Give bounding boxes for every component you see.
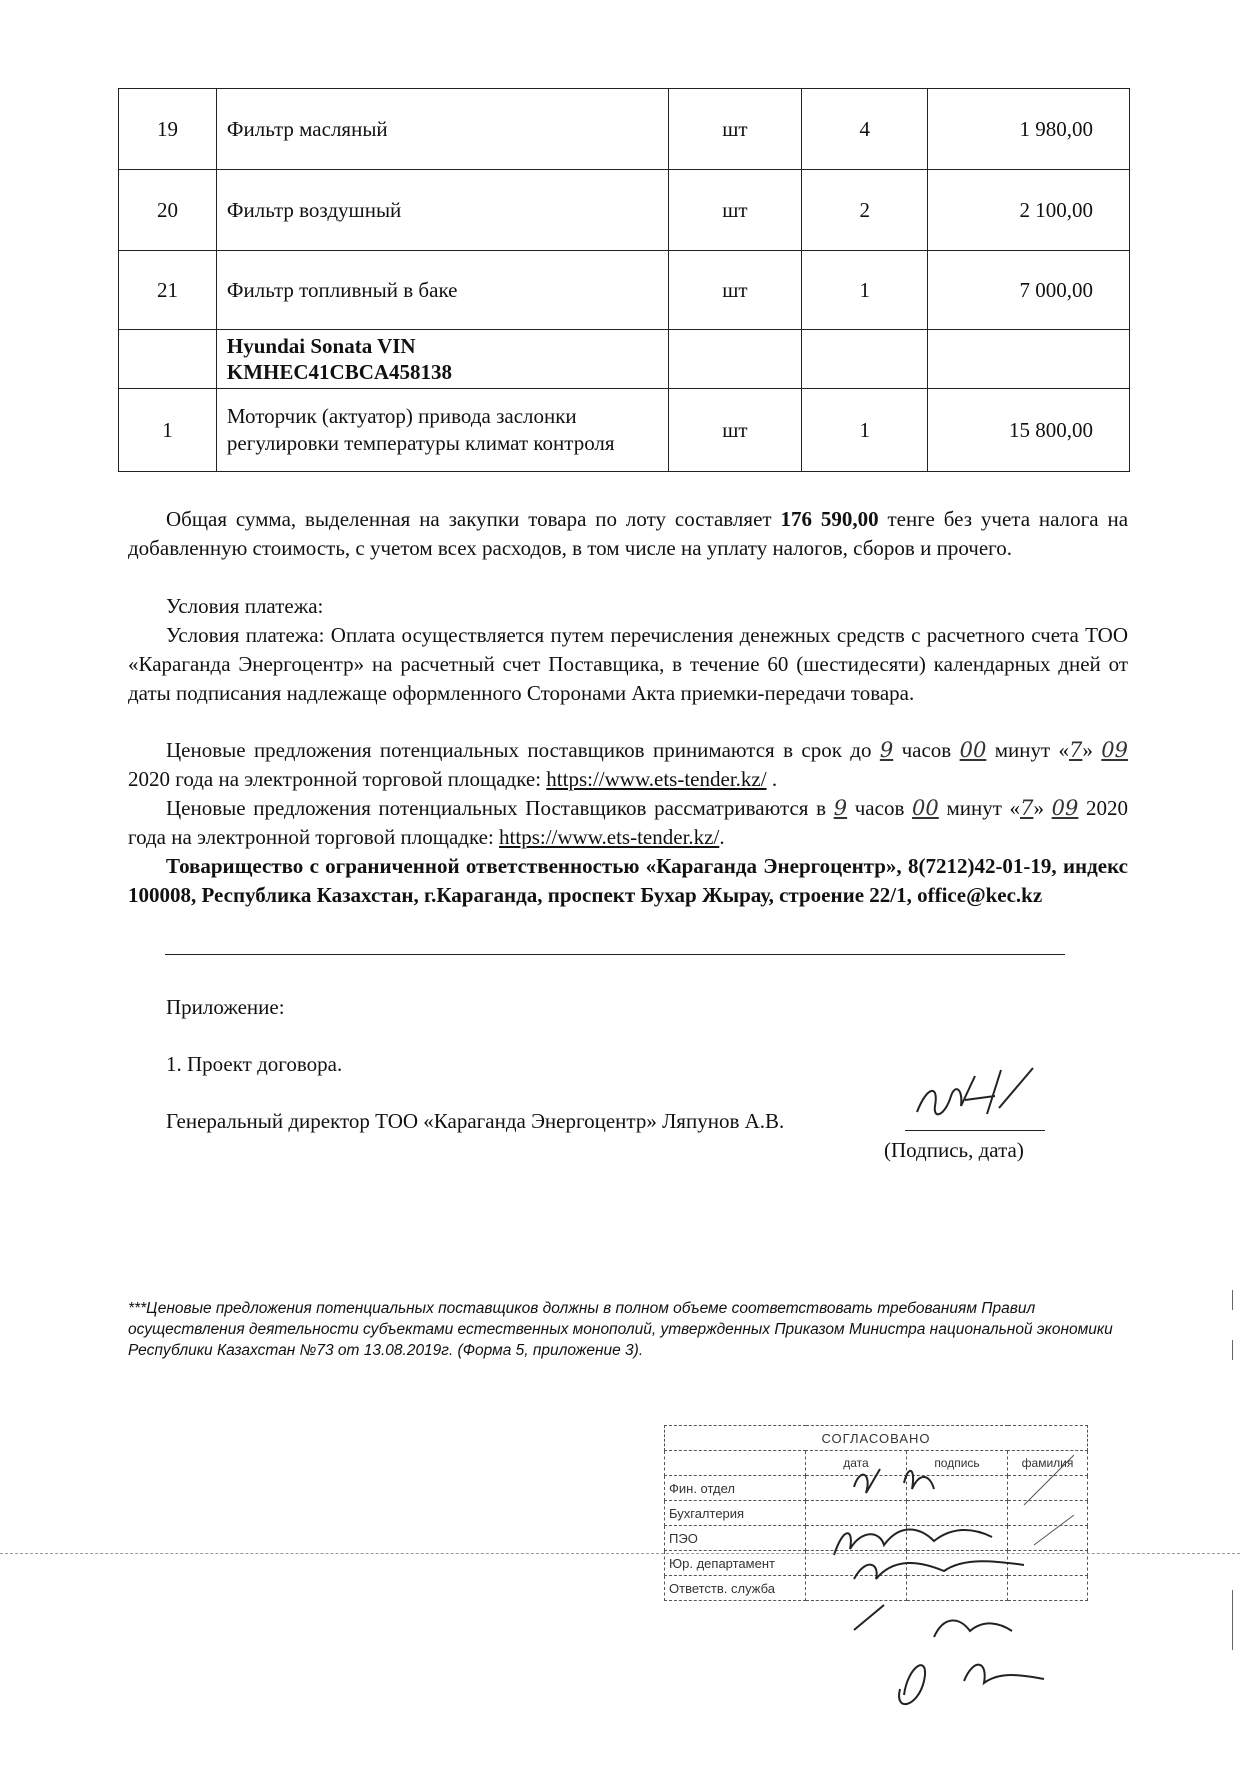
edge-mark xyxy=(1232,1290,1233,1310)
signature-caption: (Подпись, дата) xyxy=(884,1138,1024,1162)
empty-cell xyxy=(928,330,1130,389)
item-price: 7 000,00 xyxy=(928,251,1130,330)
acceptance-year-text: 2020 года на электронной торговой площадке: xyxy=(128,767,542,791)
total-paragraph xyxy=(128,505,1128,563)
review-minutes: 00 xyxy=(912,796,939,820)
item-quantity: 1 xyxy=(802,389,928,472)
director-line: Генеральный директор ТОО «Караганда Энергоцентр» Ляпунов А.В. xyxy=(166,1109,785,1133)
item-price: 2 100,00 xyxy=(928,170,1130,251)
table-row xyxy=(119,389,1130,472)
approval-dept: Бухгалтерия xyxy=(665,1501,806,1526)
item-quantity: 1 xyxy=(802,251,928,330)
vehicle-model: Hyundai Sonata VIN xyxy=(226,334,416,358)
review-month: 09 xyxy=(1051,796,1079,820)
approval-col-date: дата xyxy=(806,1451,907,1476)
edge-mark xyxy=(1232,1340,1233,1360)
edge-mark xyxy=(1232,1590,1233,1650)
review-link[interactable]: https://www.ets-tender.kz/ xyxy=(499,825,720,849)
appendix-item: 1. Проект договора. xyxy=(166,1052,343,1076)
approval-title: СОГЛАСОВАНО xyxy=(665,1426,1088,1451)
empty-cell xyxy=(668,330,802,389)
review-day: 7 xyxy=(1020,796,1034,820)
row-number: 20 xyxy=(119,170,217,251)
table-row xyxy=(119,170,1130,251)
vehicle-vin-number: KMHEC41CBCA458138 xyxy=(226,360,453,384)
approval-dept: Юр. департамент xyxy=(665,1551,806,1576)
approval-col-sign: подпись xyxy=(907,1451,1008,1476)
item-unit: шт xyxy=(668,170,802,251)
vehicle-header-row xyxy=(119,330,1130,389)
review-paragraph: Ценовые предложения потенциальных Поставщиков рассматриваются в 9 часов 00 минут «7» 09 2020 года на электронной торговой площадке: https://www.ets-tender.kz/. xyxy=(128,796,1129,849)
acceptance-text: Ценовые предложения потенциальных поставщиков принимаются в срок до xyxy=(166,738,872,762)
row-number: 19 xyxy=(119,89,217,170)
footnote: ***Ценовые предложения потенциальных поставщиков должны в полном объеме соответствовать требованиям Правил осуществления деятельности субъектами естественных монополий, утвержденных Приказом Министра национальной экономики Республики Казахстан №73 от 13.08.2019г. (Форма 5, приложение 3). xyxy=(128,1300,1113,1359)
acceptance-hours-label: часов xyxy=(901,738,952,762)
item-unit: шт xyxy=(668,251,802,330)
approval-dept: Ответств. служба xyxy=(665,1576,806,1601)
empty-cell xyxy=(802,330,928,389)
table-row xyxy=(119,89,1130,170)
acceptance-minutes: 00 xyxy=(959,738,987,762)
acceptance-link[interactable]: https://www.ets-tender.kz/ xyxy=(546,767,767,791)
review-text: Ценовые предложения потенциальных Поставщиков рассматриваются в xyxy=(166,796,827,820)
item-name: Фильтр топливный в баке xyxy=(216,251,668,330)
payment-heading: Условия платежа: xyxy=(166,594,324,618)
acceptance-month: 09 xyxy=(1101,738,1129,762)
empty-cell xyxy=(119,330,217,389)
item-price: 1 980,00 xyxy=(928,89,1130,170)
review-hours-label: часов xyxy=(854,796,905,820)
table-row xyxy=(119,251,1130,330)
total-text: Общая сумма, выделенная на закупки товара по лоту составляет xyxy=(166,507,772,531)
approval-signatures-icon xyxy=(604,1445,1074,1765)
underline-divider xyxy=(165,954,1065,955)
items-table xyxy=(118,88,1130,472)
item-unit: шт xyxy=(668,89,802,170)
review-year-text: 2020 года на электронной торговой площадке: xyxy=(128,796,1129,849)
item-name: Моторчик (актуатор) привода заслонки регулировки температуры климат контроля xyxy=(216,389,668,472)
acceptance-quote: » xyxy=(1082,738,1093,762)
review-hour: 9 xyxy=(833,796,848,820)
acceptance-minutes-label: минут « xyxy=(994,738,1070,762)
appendix-heading: Приложение: xyxy=(166,995,285,1019)
approval-col-name: фамилия xyxy=(1008,1451,1088,1476)
company-details: Товарищество с ограниченной ответственностью «Караганда Энергоцентр», 8(7212)42-01-19, индекс 100008, Республика Казахстан, г.Караганда, проспект Бухар Жырау, строение 22/1, office@kec.kz xyxy=(128,854,1128,907)
approval-dept: Фин. отдел xyxy=(665,1476,806,1501)
item-quantity: 2 xyxy=(802,170,928,251)
item-name: Фильтр масляный xyxy=(216,89,668,170)
row-number: 1 xyxy=(119,389,217,472)
director-signature-icon xyxy=(905,1066,1045,1130)
review-quote: » xyxy=(1033,796,1044,820)
row-number: 21 xyxy=(119,251,217,330)
acceptance-paragraph: Ценовые предложения потенциальных поставщиков принимаются в срок до 9 часов 00 минут «7» 09 2020 года на электронной торговой площадке: https://www.ets-tender.kz/ . xyxy=(128,738,1129,791)
approval-dept: ПЭО xyxy=(665,1526,806,1551)
item-quantity: 4 xyxy=(802,89,928,170)
total-amount: 176 590,00 xyxy=(780,507,879,531)
acceptance-day: 7 xyxy=(1069,738,1083,762)
payment-paragraph: Условия платежа: Оплата осуществляется путем перечисления денежных средств с расчетного счета ТОО «Караганда Энергоцентр» на расчетный счет Поставщика, в течение 60 (шестидесяти) календарных дней от даты подписания надлежаще оформленного Сторонами Акта приемки-передачи товара. xyxy=(128,623,1128,705)
item-unit: шт xyxy=(668,389,802,472)
review-minutes-label: минут « xyxy=(946,796,1021,820)
signature-line xyxy=(905,1100,1045,1131)
vehicle-vin xyxy=(216,330,668,389)
approval-stamp xyxy=(664,1425,1088,1623)
item-price: 15 800,00 xyxy=(928,389,1130,472)
item-name: Фильтр воздушный xyxy=(216,170,668,251)
items-table-body xyxy=(119,89,1130,472)
fold-line xyxy=(0,1553,1240,1554)
total-text-tail: тенге без учета налога на добавленную стоимость, с учетом всех расходов, в том числе на уплату налогов, сборов и прочего. xyxy=(128,507,1129,560)
acceptance-hour: 9 xyxy=(879,738,894,762)
